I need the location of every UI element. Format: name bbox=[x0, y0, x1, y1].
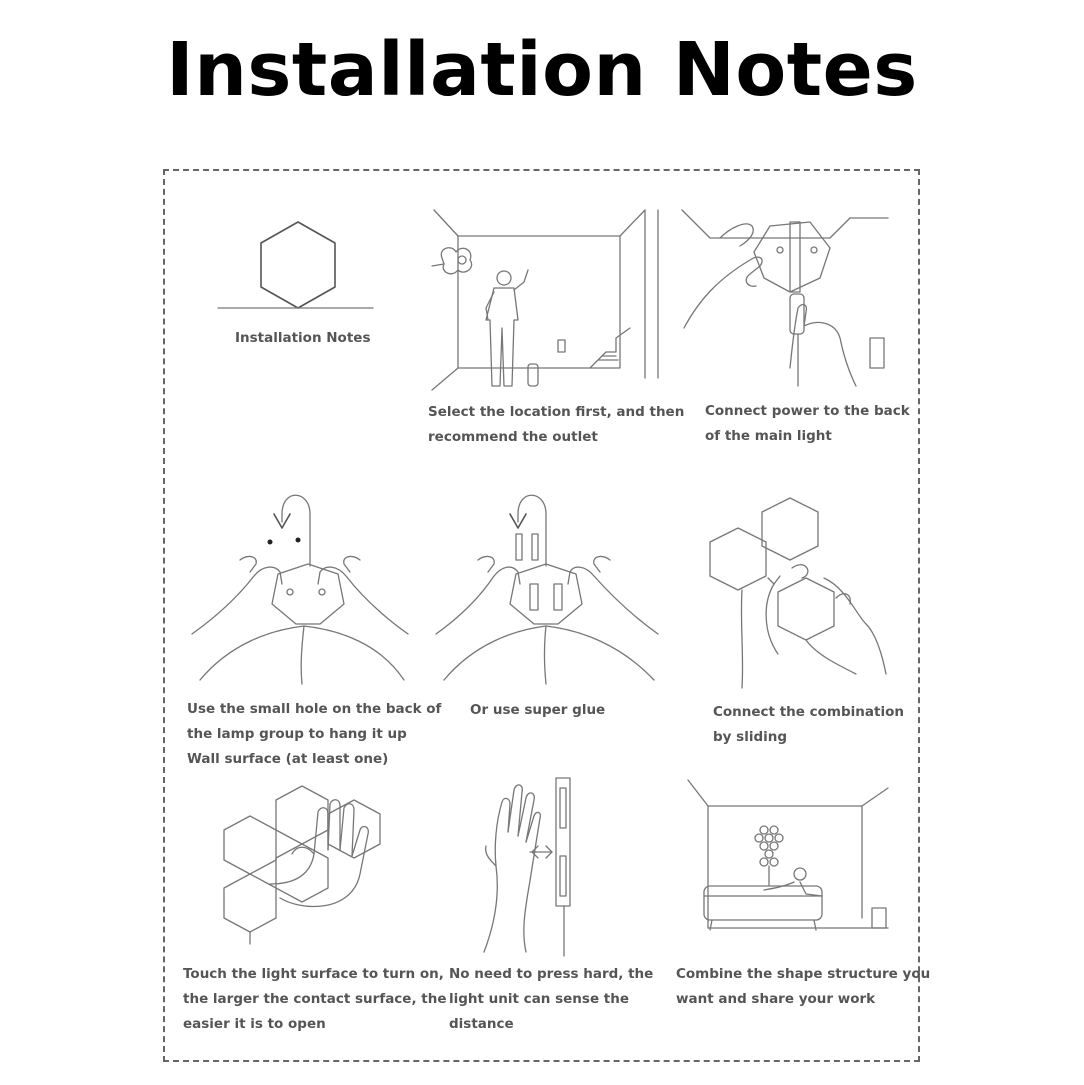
connect-power-illustration bbox=[680, 208, 890, 386]
living-room-illustration bbox=[686, 778, 890, 938]
caption-select-location: Select the location first, and then recommend the outlet bbox=[428, 404, 685, 445]
super-glue-illustration bbox=[434, 484, 660, 684]
hang-small-hole-illustration bbox=[190, 484, 410, 684]
slide-combination-illustration bbox=[706, 494, 888, 688]
caption-super-glue: Or use super glue bbox=[470, 702, 606, 718]
caption-connect-power: Connect power to the back of the main light bbox=[705, 403, 910, 444]
room-location-illustration bbox=[430, 208, 662, 390]
page-title: Installation Notes bbox=[166, 27, 918, 113]
caption-no-press: No need to press hard, the light unit can sense the distance bbox=[449, 966, 654, 1032]
caption-combine-shapes: Combine the shape structure you want and share your work bbox=[676, 966, 931, 1007]
caption-connect-combination: Connect the combination by sliding bbox=[713, 704, 904, 745]
caption-installation-notes: Installation Notes bbox=[235, 330, 371, 346]
caption-touch-surface: Touch the light surface to turn on, the larger the contact surface, the easier it is to open bbox=[183, 966, 447, 1032]
touch-surface-illustration bbox=[210, 784, 394, 944]
caption-small-hole: Use the small hole on the back of the lamp group to hang it up Wall surface (at least one) bbox=[187, 701, 442, 767]
sense-distance-illustration bbox=[480, 776, 582, 956]
hexagon-logo-icon bbox=[218, 222, 378, 312]
